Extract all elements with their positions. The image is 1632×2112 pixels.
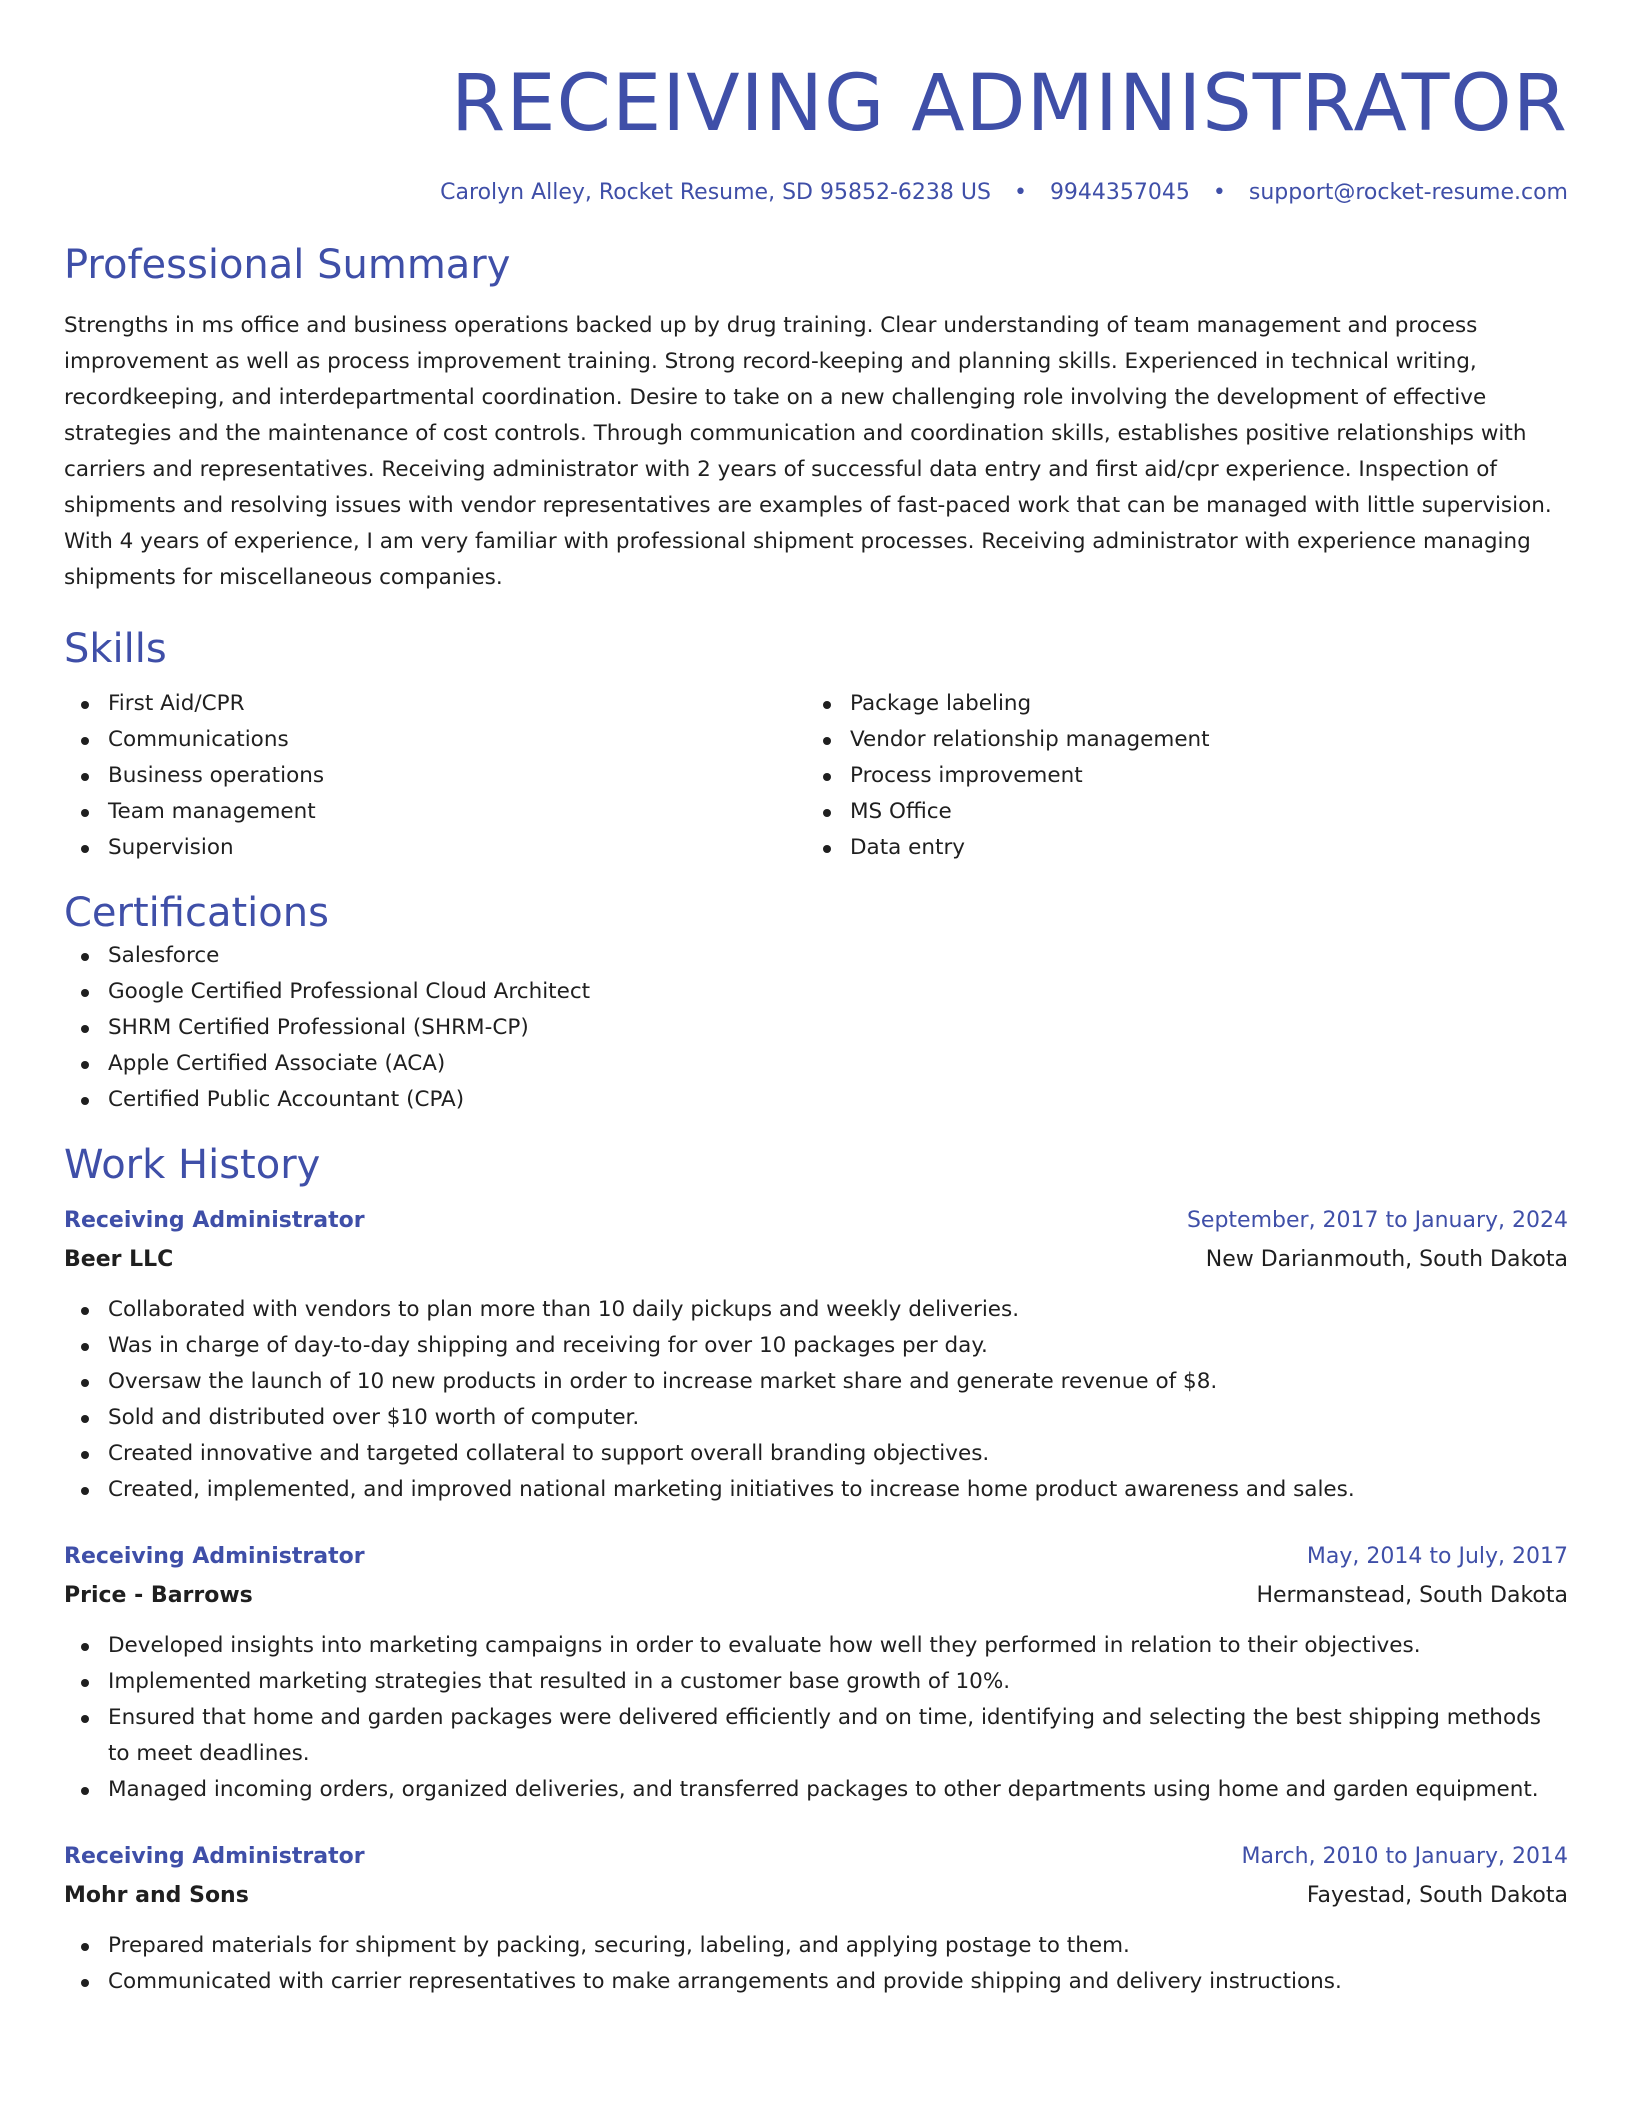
job-bullet: Created innovative and targeted collateral to support overall branding objectives. xyxy=(64,1436,1568,1472)
job-dates: May, 2014 to July, 2017 xyxy=(1306,1544,1568,1569)
skills-list-right xyxy=(806,686,1548,866)
job-bullets xyxy=(64,1292,1568,1508)
resume-title: RECEIVING ADMINISTRATOR xyxy=(451,59,1568,149)
skill-item: Process improvement xyxy=(806,758,1548,794)
skill-item: Communications xyxy=(64,722,806,758)
certification-item: Apple Certified Associate (ACA) xyxy=(64,1046,1568,1082)
job-bullet: Oversaw the launch of 10 new products in order to increase market share and generate revenue of $8. xyxy=(64,1364,1568,1400)
skill-item: Package labeling xyxy=(806,686,1548,722)
skills-list-left xyxy=(64,686,806,866)
job-company: Beer LLC xyxy=(64,1247,174,1272)
certification-item: Google Certified Professional Cloud Architect xyxy=(64,974,1568,1010)
job-bullet: Created, implemented, and improved national marketing initiatives to increase home product awareness and sales. xyxy=(64,1472,1568,1508)
job-bullet: Ensured that home and garden packages were delivered efficiently and on time, identifying and selecting the best shipping methods to meet deadlines. xyxy=(64,1700,1568,1772)
job-location: Fayestad, South Dakota xyxy=(1306,1883,1568,1908)
job-bullet: Managed incoming orders, organized deliveries, and transferred packages to other departments using home and garden equipment. xyxy=(64,1772,1568,1808)
certification-item: Salesforce xyxy=(64,938,1568,974)
skill-item: First Aid/CPR xyxy=(64,686,806,722)
contact-phone: 9944357045 xyxy=(1049,180,1190,205)
summary-heading: Professional Summary xyxy=(64,242,511,288)
job-entry xyxy=(64,1538,1568,1808)
job-company: Mohr and Sons xyxy=(64,1883,249,1908)
job-dates: March, 2010 to January, 2014 xyxy=(1241,1844,1568,1869)
skill-item: Data entry xyxy=(806,830,1548,866)
contact-line xyxy=(64,178,1568,208)
job-bullet: Sold and distributed over $10 worth of computer. xyxy=(64,1400,1568,1436)
certification-item: Certified Public Accountant (CPA) xyxy=(64,1082,1568,1118)
job-bullets xyxy=(64,1928,1568,2000)
job-title: Receiving Administrator xyxy=(64,1844,365,1869)
work-history-heading: Work History xyxy=(64,1142,321,1188)
job-dates: September, 2017 to January, 2024 xyxy=(1186,1208,1568,1233)
job-bullet: Implemented marketing strategies that resulted in a customer base growth of 10%. xyxy=(64,1664,1568,1700)
job-entry xyxy=(64,1838,1568,2000)
contact-address: Carolyn Alley, Rocket Resume, SD 95852-6238 US xyxy=(440,180,991,205)
job-company-row xyxy=(64,1576,1568,1616)
job-company: Price - Barrows xyxy=(64,1583,253,1608)
skill-item: MS Office xyxy=(806,794,1548,830)
job-bullets xyxy=(64,1628,1568,1808)
skill-item: Team management xyxy=(64,794,806,830)
job-bullet: Prepared materials for shipment by packing, securing, labeling, and applying postage to them. xyxy=(64,1928,1568,1964)
contact-separator: • xyxy=(1212,180,1226,205)
job-company-row xyxy=(64,1240,1568,1280)
resume-page xyxy=(64,0,1568,2000)
job-location: Hermanstead, South Dakota xyxy=(1256,1583,1568,1608)
job-bullet: Communicated with carrier representatives to make arrangements and provide shipping and delivery instructions. xyxy=(64,1964,1568,2000)
job-entry xyxy=(64,1202,1568,1508)
certifications-list xyxy=(64,938,1568,1118)
summary-text: Strengths in ms office and business operations backed up by drug training. Clear understanding of team management and process improvement as well as process improvement training. Strong record-keeping and planning skills. Experienced in technical writing, recordkeeping, and interdepartmental coordination. Desire to take on a new challenging role involving the development of effective strategies and the maintenance of cost controls. Through communication and coordination skills, establishes positive relationships with carriers and representatives. Receiving administrator with 2 years of successful data entry and first aid/cpr experience. Inspection of shipments and resolving issues with vendor representatives are examples of fast-paced work that can be managed with little supervision. With 4 years of experience, I am very familiar with professional shipment processes. Receiving administrator with experience managing shipments for miscellaneous companies. xyxy=(64,313,1552,590)
job-title-row xyxy=(64,1838,1568,1876)
job-bullet: Collaborated with vendors to plan more than 10 daily pickups and weekly deliveries. xyxy=(64,1292,1568,1328)
certifications-heading: Certifications xyxy=(64,890,329,936)
job-bullet: Was in charge of day-to-day shipping and receiving for over 10 packages per day. xyxy=(64,1328,1568,1364)
job-title-row xyxy=(64,1538,1568,1576)
skill-item: Business operations xyxy=(64,758,806,794)
skill-item: Supervision xyxy=(64,830,806,866)
job-title: Receiving Administrator xyxy=(64,1208,365,1233)
skills-column-left xyxy=(64,686,806,866)
certification-item: SHRM Certified Professional (SHRM-CP) xyxy=(64,1010,1568,1046)
skills-column-right xyxy=(806,686,1548,866)
contact-separator: • xyxy=(1013,180,1027,205)
skill-item: Vendor relationship management xyxy=(806,722,1548,758)
contact-email[interactable]: support@rocket-resume.com xyxy=(1248,180,1568,205)
job-bullet: Developed insights into marketing campaigns in order to evaluate how well they performed in relation to their objectives. xyxy=(64,1628,1568,1664)
skills-heading: Skills xyxy=(64,626,167,672)
job-title: Receiving Administrator xyxy=(64,1544,365,1569)
job-title-row xyxy=(64,1202,1568,1240)
job-location: New Darianmouth, South Dakota xyxy=(1205,1247,1568,1272)
job-company-row xyxy=(64,1876,1568,1916)
skills-grid xyxy=(64,686,1568,866)
